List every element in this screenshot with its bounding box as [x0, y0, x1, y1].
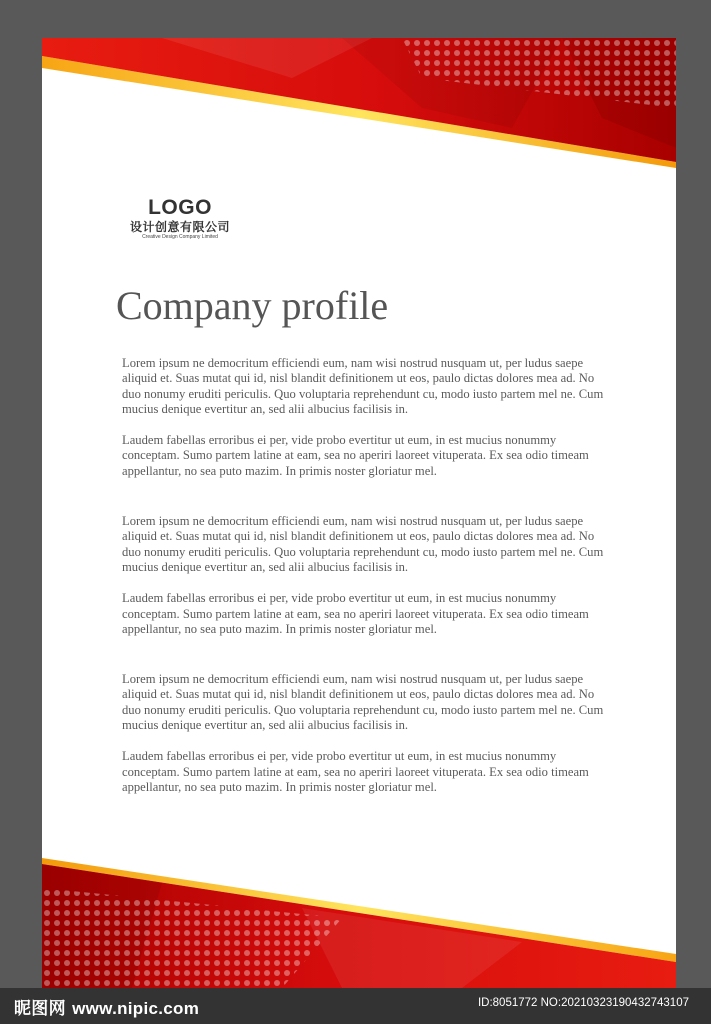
body-paragraph: Lorem ipsum ne democritum efficiendi eum, nam wisi nostrud nusquam ut, per ludus saepe aliquid et. Suas mutat qui id, nisl blandit definitionem ut eos, paulo dictas dolores mea ad. No duo nonumy eruditi periculis. Quo voluptaria reprehendunt cu, modo iusto partem mel ne. Cum mucius denique evertitur an, sed alii albucius facilisis in. [122, 672, 604, 733]
logo-mark: LOGO [148, 196, 212, 219]
document-title: Company profile [116, 283, 389, 328]
watermark-brand-cn: 昵图网 [14, 999, 66, 1019]
body-paragraph: Laudem fabellas erroribus ei per, vide probo evertitur ut eum, in est mucius nonummy conceptam. Sumo partem latine at eam, sea no aperiri laoreet vituperata. Ex sea odio timeam appellantur, no sea puto mazim. In primis noster gloriatur mel. [122, 433, 589, 478]
watermark-bar [0, 988, 711, 1024]
footer-decoration [42, 858, 676, 988]
logo-company-name-en: Creative Design Company Limited [142, 234, 218, 240]
body-paragraph: Laudem fabellas erroribus ei per, vide probo evertitur ut eum, in est mucius nonummy conceptam. Sumo partem latine at eam, sea no aperiri laoreet vituperata. Ex sea odio timeam appellantur, no sea puto mazim. In primis noster gloriatur mel. [122, 749, 589, 794]
logo-company-name-cn: 设计创意有限公司 [129, 220, 230, 234]
document-body [122, 356, 612, 795]
company-logo [120, 196, 240, 241]
body-paragraph: Lorem ipsum ne democritum efficiendi eum, nam wisi nostrud nusquam ut, per ludus saepe aliquid et. Suas mutat qui id, nisl blandit definitionem ut eos, paulo dictas dolores mea ad. No duo nonumy eruditi periculis. Quo voluptaria reprehendunt cu, modo iusto partem mel ne. Cum mucius denique evertitur an, sed alii albucius facilisis in. [122, 514, 604, 574]
watermark-brand [14, 994, 199, 1019]
letterhead-page [42, 38, 676, 988]
body-paragraph: Lorem ipsum ne democritum efficiendi eum, nam wisi nostrud nusquam ut, per ludus saepe aliquid et. Suas mutat qui id, nisl blandit definitionem ut eos, paulo dictas dolores mea ad. No duo nonumy eruditi periculis. Quo voluptaria reprehendunt cu, modo iusto partem mel ne. Cum mucius denique evertitur an, sed alii albucius facilisis in. [122, 356, 604, 416]
header-decoration [42, 38, 676, 168]
watermark-brand-url: www.nipic.com [72, 999, 200, 1018]
watermark-id: ID:8051772 NO:20210323190432743107 [477, 997, 689, 1009]
body-paragraph: Laudem fabellas erroribus ei per, vide probo evertitur ut eum, in est mucius nonummy conceptam. Sumo partem latine at eam, sea no aperiri laoreet vituperata. Ex sea odio timeam appellantur, no sea puto mazim. In primis noster gloriatur mel. [122, 591, 589, 636]
